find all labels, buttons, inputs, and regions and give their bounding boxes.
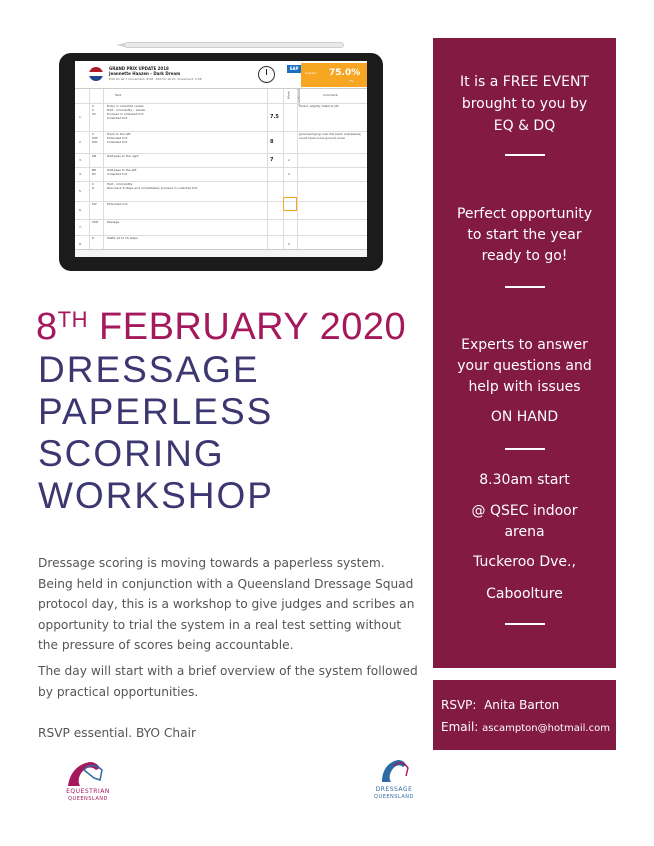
row-letters: A X XC: [92, 104, 96, 116]
rsvp-contact: [441, 698, 559, 712]
score-sub: 7%: [349, 79, 354, 83]
row-movement: Track to the left Extended trot Collected trot: [107, 132, 131, 144]
row-letters: MV: [92, 202, 97, 206]
free-event-line-2: brought to you by: [461, 96, 588, 112]
row-number: 1.: [79, 115, 82, 119]
column-header-comment: Comment: [323, 93, 338, 97]
scoring-app-header: [75, 61, 367, 89]
town: Caboolture: [486, 586, 563, 602]
divider: [505, 448, 545, 450]
row-movement: Passage: [107, 220, 120, 224]
row-mark: 8: [270, 139, 274, 145]
email-label: Email:: [441, 720, 479, 734]
app-meta: Edit for all 7 movement: 8.08 · Still for all 21 movement: 3.08: [109, 77, 202, 81]
opportunity-line-1: Perfect opportunity: [456, 206, 593, 222]
row-letters: C Z: [92, 182, 95, 190]
start-time: 8.30am start: [479, 472, 570, 488]
row-movement: Piaffe 12 to 15 steps: [107, 236, 138, 240]
tablet-screen: [75, 61, 367, 257]
divider: [505, 623, 545, 625]
email-link[interactable]: ascampton@hotmail.com: [482, 723, 610, 734]
rsvp-note: RSVP essential. BYO Chair: [38, 726, 196, 740]
divider: [505, 154, 545, 156]
venue-line-2: arena: [504, 524, 545, 540]
eq-line-2: QUEENSLAND: [68, 796, 108, 802]
score-value: 75.0%: [329, 68, 361, 78]
title-line-4: WORKSHOP: [38, 475, 274, 516]
clock-icon: [258, 66, 275, 83]
row-number: 3.: [79, 158, 82, 162]
table-column-line: [267, 89, 268, 249]
row-comment: Direct, slightly tilted at [E]: [299, 104, 339, 108]
row-movement: Enter in collected canter Halt – immobility – salute Proceed in collected trot Collected trot: [107, 104, 145, 120]
rsvp-email-row: [441, 720, 610, 734]
row-movement: Halt – immobility Rein back 5 steps and immediately proceed in collected trot: [107, 182, 198, 190]
app-title: [109, 66, 180, 76]
table-column-line: [103, 89, 104, 249]
column-header-mark: Mark: [286, 91, 291, 99]
netherlands-flag-icon: [89, 67, 103, 81]
date-month-year: FEBRUARY 2020: [87, 306, 407, 348]
opportunity-line-2: to start the year: [467, 227, 582, 243]
row-letters: D: [92, 236, 95, 240]
title-line-3: SCORING: [38, 433, 225, 474]
dq-line-1: DRESSAGE: [375, 786, 413, 793]
rsvp-name: Anita Barton: [484, 698, 560, 712]
date-day: 8: [36, 306, 58, 348]
scoring-sheet-table: [75, 89, 367, 249]
row-movement: Extended trot: [107, 202, 128, 206]
row-movement: Half-pass to the left Collected trot: [107, 168, 137, 176]
row-number: 5.: [79, 189, 82, 193]
rsvp-label: RSVP:: [441, 698, 477, 712]
experts-line-3: help with issues: [468, 379, 581, 395]
row-letters: BH HC: [92, 168, 97, 176]
row-number: 6.: [79, 208, 82, 212]
free-event-line-3: EQ & DQ: [493, 118, 556, 134]
row-mark: 7.5: [270, 114, 279, 120]
dressage-queensland-logo: [370, 756, 418, 808]
row-number: 7.: [79, 225, 82, 229]
column-header-text: Text: [115, 93, 122, 97]
app-title-event: GRAND PRIX UPDATE 2018: [109, 66, 169, 71]
rsvp-box: [433, 680, 616, 750]
app-footer: [75, 249, 367, 257]
overview-paragraph: The day will start with a brief overview of the system followed by practical opportunities.: [38, 664, 418, 699]
row-movement: Half-pass to the right: [107, 154, 139, 158]
table-column-line: [283, 89, 284, 249]
free-event-line-1: It is a FREE EVENT: [460, 74, 589, 90]
experts-line-2: your questions and: [457, 358, 592, 374]
tablet-illustration: [59, 53, 383, 271]
experts-line-1: Experts to answer: [461, 337, 588, 353]
date-suffix: TH: [57, 307, 88, 332]
current-score-box: [301, 63, 367, 87]
event-date: [36, 306, 406, 349]
street-address: Tuckeroo Dve.,: [473, 554, 576, 570]
row-mark: 7: [270, 157, 274, 163]
opportunity-line-3: ready to go!: [481, 248, 568, 264]
eq-line-1: EQUESTRIAN: [66, 788, 110, 795]
equestrian-queensland-logo: [58, 758, 118, 808]
dq-line-2: QUEENSLAND: [374, 794, 414, 800]
venue-line-1: @ QSEC indoor: [471, 503, 578, 519]
row-letters: C HXF FAK: [92, 132, 99, 144]
row-coefficient: 2: [288, 158, 290, 162]
sap-logo: SAP: [287, 65, 301, 73]
row-letters: VKD: [92, 220, 99, 224]
title-line-2: PAPERLESS: [38, 391, 274, 432]
table-column-line: [89, 89, 90, 249]
score-label: Current: [305, 71, 317, 75]
row-number: 4.: [79, 172, 82, 176]
row-comment: good swinging over the back; expressive, could have more ground cover: [299, 132, 362, 140]
row-number: 8.: [79, 242, 82, 246]
row-coefficient: 2: [288, 172, 290, 176]
row-coefficient: 2: [288, 242, 290, 246]
title-line-1: DRESSAGE: [38, 349, 260, 390]
horse-head-icon: [370, 756, 418, 784]
stylus-pencil: [124, 42, 344, 48]
horse-head-icon: [58, 758, 118, 788]
column-header-coefficient: Coefficient: [297, 88, 302, 106]
row-letters: KB: [92, 154, 97, 158]
app-title-rider: Jeannette Haazen - Dark Dream: [109, 71, 181, 76]
active-cell-highlight: [283, 197, 297, 211]
row-number: 2.: [79, 140, 82, 144]
divider: [505, 286, 545, 288]
table-column-line: [297, 89, 298, 249]
on-hand: ON HAND: [490, 409, 559, 425]
description-paragraph: Dressage scoring is moving towards a paperless system. Being held in conjunction with a Queensland Dressage Squad protocol day, this is a workshop to give judges and scribes an opportunity to trial the system in a real test setting without the pressure of scores being accountable.: [38, 556, 415, 652]
info-panel: [433, 38, 616, 668]
